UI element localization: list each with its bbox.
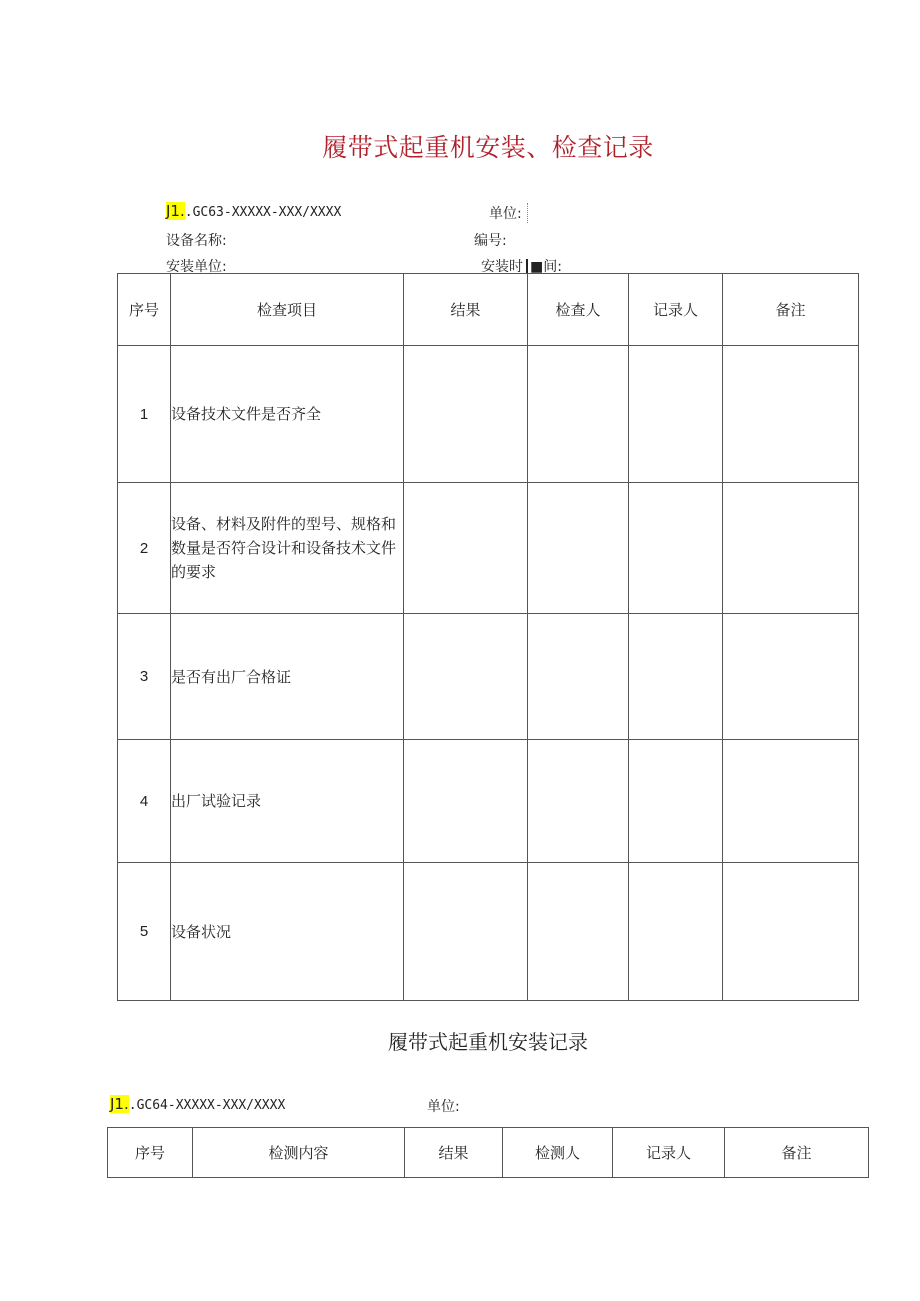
form2-unit-label: 单位: (427, 1099, 460, 1115)
recorder-cell[interactable] (629, 483, 723, 614)
form1-title: 履带式起重机安装、检查记录 (322, 133, 654, 162)
row-item: 设备、材料及附件的型号、规格和数量是否符合设计和设备技术文件的要求 (171, 483, 404, 614)
result-cell[interactable] (404, 483, 528, 614)
form1-table (117, 273, 859, 1001)
remarks-cell[interactable] (723, 614, 859, 740)
remarks-cell[interactable] (723, 483, 859, 614)
inspector-cell[interactable] (528, 614, 629, 740)
form1-code-prefix: J1. (166, 202, 185, 220)
recorder-cell[interactable] (629, 614, 723, 740)
form1-header-row (118, 274, 859, 346)
form1-code-rest: .GC63-XXXXX-XXX/XXXX (184, 205, 342, 220)
header-test-content: 检测内容 (193, 1128, 405, 1178)
form2-code (110, 1095, 285, 1113)
result-cell[interactable] (404, 346, 528, 483)
form1-install-unit-label: 安装单位: (166, 259, 227, 275)
header-remarks: 备注 (723, 274, 859, 346)
inspector-cell[interactable] (528, 346, 629, 483)
recorder-cell[interactable] (629, 740, 723, 863)
form1-code (166, 202, 341, 220)
header-recorder: 记录人 (629, 274, 723, 346)
form2-table (107, 1127, 869, 1178)
result-cell[interactable] (404, 740, 528, 863)
remarks-cell[interactable] (723, 346, 859, 483)
install-time-suffix: ■间: (530, 259, 562, 275)
row-number: 4 (118, 740, 171, 863)
row-item: 设备状况 (171, 863, 404, 1001)
table-row (118, 863, 859, 1001)
header-seq: 序号 (118, 274, 171, 346)
form2-header-row (108, 1128, 869, 1178)
row-number: 1 (118, 346, 171, 483)
form2-title: 履带式起重机安装记录 (388, 1030, 588, 1054)
result-cell[interactable] (404, 863, 528, 1001)
table-row (118, 614, 859, 740)
header-check-item: 检查项目 (171, 274, 404, 346)
inspector-cell[interactable] (528, 483, 629, 614)
form1-device-name-label: 设备名称: (166, 233, 227, 249)
remarks-cell[interactable] (723, 863, 859, 1001)
row-number: 5 (118, 863, 171, 1001)
install-time-bar (526, 259, 528, 273)
header-result: 结果 (405, 1128, 503, 1178)
inspector-cell[interactable] (528, 863, 629, 1001)
header-recorder: 记录人 (613, 1128, 725, 1178)
row-item: 出厂试验记录 (171, 740, 404, 863)
header-tester: 检测人 (503, 1128, 613, 1178)
result-cell[interactable] (404, 614, 528, 740)
form1-unit-divider (527, 203, 529, 223)
row-item: 设备技术文件是否齐全 (171, 346, 404, 483)
table-row (118, 483, 859, 614)
row-number: 2 (118, 483, 171, 614)
form2-code-prefix: J1. (110, 1095, 129, 1113)
form2-code-rest: .GC64-XXXXX-XXX/XXXX (128, 1098, 286, 1113)
recorder-cell[interactable] (629, 863, 723, 1001)
install-time-prefix: 安装时 (481, 259, 523, 275)
header-result: 结果 (404, 274, 528, 346)
header-remarks: 备注 (725, 1128, 869, 1178)
remarks-cell[interactable] (723, 740, 859, 863)
form1-unit-label: 单位: (489, 206, 522, 222)
recorder-cell[interactable] (629, 346, 723, 483)
table-row (118, 346, 859, 483)
header-inspector: 检查人 (528, 274, 629, 346)
form1-number-label: 编号: (474, 233, 507, 249)
table-row (118, 740, 859, 863)
inspector-cell[interactable] (528, 740, 629, 863)
header-seq: 序号 (108, 1128, 193, 1178)
row-number: 3 (118, 614, 171, 740)
row-item: 是否有出厂合格证 (171, 614, 404, 740)
